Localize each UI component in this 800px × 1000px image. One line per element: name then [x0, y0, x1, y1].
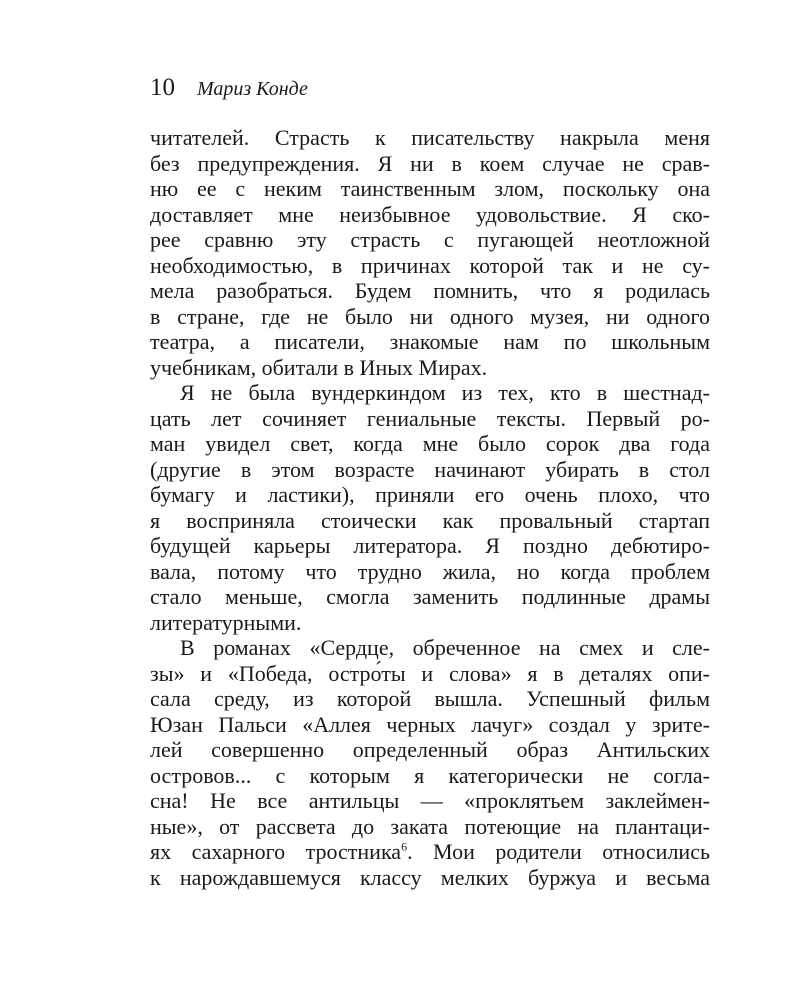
- page-number: 10: [150, 74, 175, 101]
- text-line: В романах «Сердце, обреченное на смех и сле-: [180, 635, 710, 660]
- text-line: ман увидел свет, когда мне было сорок два года: [150, 431, 710, 456]
- text-line: рее сравню эту страсть с пугающей неотложной: [150, 227, 710, 252]
- running-head: [150, 74, 308, 104]
- paragraph-1: [150, 125, 710, 380]
- text-line: вала, потому что трудно жила, но когда проблем: [150, 558, 710, 584]
- text-line: театра, а писатели, знакомые нам по школьным: [150, 329, 710, 354]
- text-line: в стране, где не было ни одного музея, ни одного: [150, 303, 710, 329]
- text-line: зы» и «Победа, остро́ты и слова» я в деталях опи-: [150, 660, 710, 686]
- text-line: ню ее с неким таинственным злом, поскольку она: [150, 176, 710, 201]
- text-line: будущей карьеры литератора. Я поздно дебютиро-: [150, 533, 710, 558]
- text-line: мела разобраться. Будем помнить, что я родилась: [150, 278, 710, 303]
- text-line: доставляет мне неизбывное удовольствие. Я ско-: [150, 201, 710, 227]
- running-head-author: Мариз Конде: [197, 78, 308, 100]
- text-line: Я не была вундеркиндом из тех, кто в шестнад-: [180, 380, 710, 405]
- text-line: (другие в этом возрасте начинают убирать в стол: [150, 456, 710, 482]
- text-line-with-footnote: [150, 839, 710, 865]
- text-segment: . Мои родители относились: [407, 839, 710, 864]
- text-line: литературными.: [150, 609, 302, 635]
- text-line: Юзан Пальси «Аллея черных лачуг» создал у зрите-: [150, 711, 710, 737]
- text-line: стало меньше, смогла заменить подлинные драмы: [150, 584, 710, 609]
- text-line: сна! Не все антильцы — «проклятьем заклеймен-: [150, 788, 710, 813]
- text-line: сала среду, из которой вышла. Успешный фильм: [150, 686, 710, 711]
- text-line: учебникам, обитали в Иных Мирах.: [150, 354, 488, 380]
- paragraph-3: [150, 635, 710, 890]
- text-line: лей совершенно определенный образ Антильских: [150, 737, 710, 762]
- text-line: ные», от рассвета до заката потеющие на плантаци-: [150, 813, 710, 839]
- text-line: необходимостью, в причинах которой так и не су-: [150, 252, 710, 278]
- text-line: читателей. Страсть к писательству накрыла меня: [150, 125, 710, 150]
- text-line: цать лет сочиняет гениальные тексты. Первый ро-: [150, 405, 710, 431]
- paragraph-2: [150, 380, 710, 635]
- text-line: к нарождавшемуся классу мелких буржуа и весьма: [150, 864, 710, 890]
- text-line: островов... с которым я категорически не согла-: [150, 762, 710, 788]
- text-line: бумагу и ластики), приняли его очень плохо, что: [150, 482, 710, 507]
- text-line: без предупреждения. Я ни в коем случае не срав-: [150, 150, 710, 176]
- footnote-marker: 6: [401, 839, 408, 854]
- text-segment: ях сахарного тростника: [150, 839, 402, 864]
- text-line: я восприняла стоически как провальный стартап: [150, 507, 710, 533]
- body-text: [150, 125, 710, 890]
